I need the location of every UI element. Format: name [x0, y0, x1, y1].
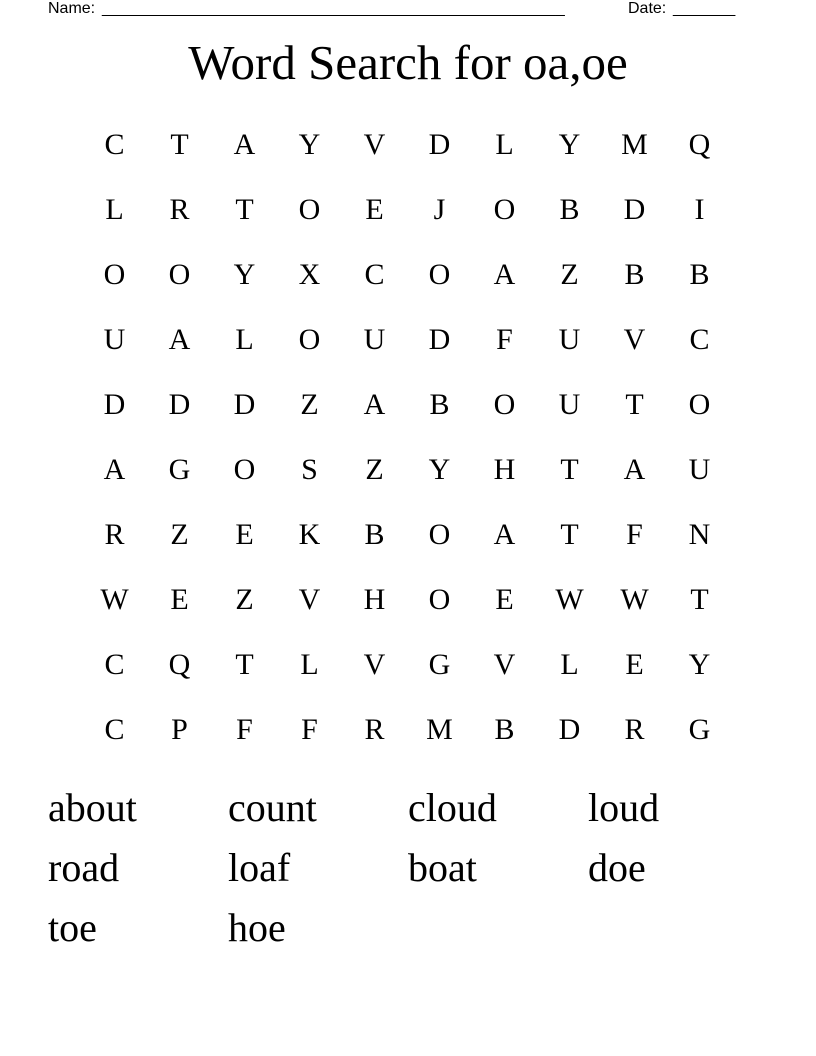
word-list-item: loaf — [228, 845, 291, 890]
grid-letter: Q — [168, 648, 191, 681]
grid-letter: D — [558, 713, 581, 746]
grid-letter: A — [363, 388, 386, 421]
grid-letter: W — [100, 583, 129, 616]
grid-letter: O — [688, 388, 711, 421]
grid-letter: A — [168, 323, 191, 356]
grid-letter: O — [493, 388, 516, 421]
grid-letter: O — [493, 193, 516, 226]
grid-letter: T — [690, 583, 709, 616]
grid-letter: G — [688, 713, 711, 746]
grid-letter: O — [298, 323, 321, 356]
grid-row — [82, 632, 732, 697]
grid-letter: M — [426, 713, 453, 746]
grid-letter: E — [625, 648, 644, 681]
grid-letter: U — [363, 323, 386, 356]
grid-letter: E — [170, 583, 189, 616]
word-list-item: cloud — [408, 785, 497, 830]
grid-letter: B — [494, 713, 515, 746]
grid-letter: B — [624, 258, 645, 291]
grid-row — [82, 307, 732, 372]
grid-letter: W — [620, 583, 649, 616]
grid-letter: O — [233, 453, 256, 486]
grid-letter: L — [235, 323, 254, 356]
grid-row — [82, 697, 732, 762]
grid-letter: T — [625, 388, 644, 421]
grid-letter: H — [363, 583, 386, 616]
grid-letter: A — [233, 128, 256, 161]
grid-letter: E — [495, 583, 514, 616]
word-list-item: about — [48, 785, 137, 830]
grid-letter: C — [689, 323, 710, 356]
name-blank-line: ____________________________________________________ — [102, 0, 565, 17]
grid-letter: V — [298, 583, 321, 616]
grid-letter: F — [301, 713, 318, 746]
grid-row — [82, 112, 732, 177]
grid-row — [82, 502, 732, 567]
grid-letter: T — [560, 453, 579, 486]
grid-letter: C — [104, 713, 125, 746]
letter-grid — [82, 112, 732, 762]
word-list-item: hoe — [228, 905, 286, 950]
grid-letter: T — [235, 193, 254, 226]
grid-letter: D — [233, 388, 256, 421]
grid-row — [82, 437, 732, 502]
grid-letter: V — [363, 128, 386, 161]
grid-letter: V — [493, 648, 516, 681]
grid-letter: N — [688, 518, 711, 551]
grid-letter: B — [429, 388, 450, 421]
grid-letter: V — [363, 648, 386, 681]
grid-letter: D — [428, 323, 451, 356]
grid-letter: T — [170, 128, 189, 161]
grid-letter: K — [298, 518, 321, 551]
grid-letter: Y — [233, 258, 256, 291]
grid-letter: R — [624, 713, 645, 746]
grid-letter: L — [560, 648, 579, 681]
grid-letter: U — [558, 388, 581, 421]
grid-letter: L — [300, 648, 319, 681]
grid-letter: B — [364, 518, 385, 551]
page-title: Word Search for oa,oe — [188, 35, 628, 90]
grid-letter: Y — [558, 128, 581, 161]
grid-letter: Z — [170, 518, 189, 551]
grid-letter: J — [433, 193, 446, 226]
grid-row — [82, 567, 732, 632]
grid-row — [82, 372, 732, 437]
word-list-item: doe — [588, 845, 646, 890]
grid-letter: U — [558, 323, 581, 356]
word-list-item: toe — [48, 905, 97, 950]
word-list-item: road — [48, 845, 120, 890]
grid-letter: C — [364, 258, 385, 291]
grid-letter: C — [104, 648, 125, 681]
grid-letter: D — [168, 388, 191, 421]
grid-letter: Z — [300, 388, 319, 421]
date-blank-line: _______ — [673, 0, 736, 17]
grid-row — [82, 242, 732, 307]
grid-letter: V — [623, 323, 646, 356]
grid-letter: A — [493, 518, 516, 551]
header-line — [48, 0, 748, 20]
grid-letter: D — [103, 388, 126, 421]
grid-letter: T — [235, 648, 254, 681]
grid-letter: O — [103, 258, 126, 291]
grid-letter: F — [626, 518, 643, 551]
grid-letter: L — [495, 128, 514, 161]
grid-letter: L — [105, 193, 124, 226]
grid-letter: C — [104, 128, 125, 161]
word-list-item: boat — [408, 845, 477, 890]
grid-letter: E — [235, 518, 254, 551]
grid-letter: A — [493, 258, 516, 291]
grid-letter: U — [688, 453, 711, 486]
grid-letter: F — [496, 323, 513, 356]
grid-letter: Y — [688, 648, 711, 681]
grid-letter: Z — [235, 583, 254, 616]
grid-letter: S — [301, 453, 318, 486]
grid-letter: F — [236, 713, 253, 746]
grid-letter: Z — [365, 453, 384, 486]
grid-letter: Y — [428, 453, 451, 486]
grid-letter: O — [298, 193, 321, 226]
grid-letter: R — [364, 713, 385, 746]
date-label: Date: — [628, 0, 667, 17]
grid-letter: X — [298, 258, 321, 291]
word-list — [48, 778, 768, 958]
grid-letter: A — [623, 453, 646, 486]
grid-letter: T — [560, 518, 579, 551]
grid-letter: E — [365, 193, 384, 226]
grid-letter: R — [104, 518, 125, 551]
grid-letter: O — [428, 518, 451, 551]
grid-letter: H — [493, 453, 516, 486]
grid-letter: Y — [298, 128, 321, 161]
grid-letter: I — [694, 193, 705, 226]
grid-letter: D — [623, 193, 646, 226]
grid-letter: D — [428, 128, 451, 161]
name-label: Name: — [48, 0, 96, 17]
grid-letter: M — [621, 128, 648, 161]
grid-letter: R — [169, 193, 190, 226]
grid-letter: O — [428, 583, 451, 616]
grid-letter: G — [428, 648, 451, 681]
grid-letter: W — [555, 583, 584, 616]
grid-letter: G — [168, 453, 191, 486]
grid-letter: B — [689, 258, 710, 291]
grid-letter: O — [168, 258, 191, 291]
grid-letter: U — [103, 323, 126, 356]
grid-letter: B — [559, 193, 580, 226]
grid-row — [82, 177, 732, 242]
grid-letter: Q — [688, 128, 711, 161]
word-list-item: loud — [588, 785, 660, 830]
grid-letter: A — [103, 453, 126, 486]
word-list-item: count — [228, 785, 317, 830]
grid-letter: Z — [560, 258, 579, 291]
grid-letter: P — [171, 713, 188, 746]
grid-letter: O — [428, 258, 451, 291]
